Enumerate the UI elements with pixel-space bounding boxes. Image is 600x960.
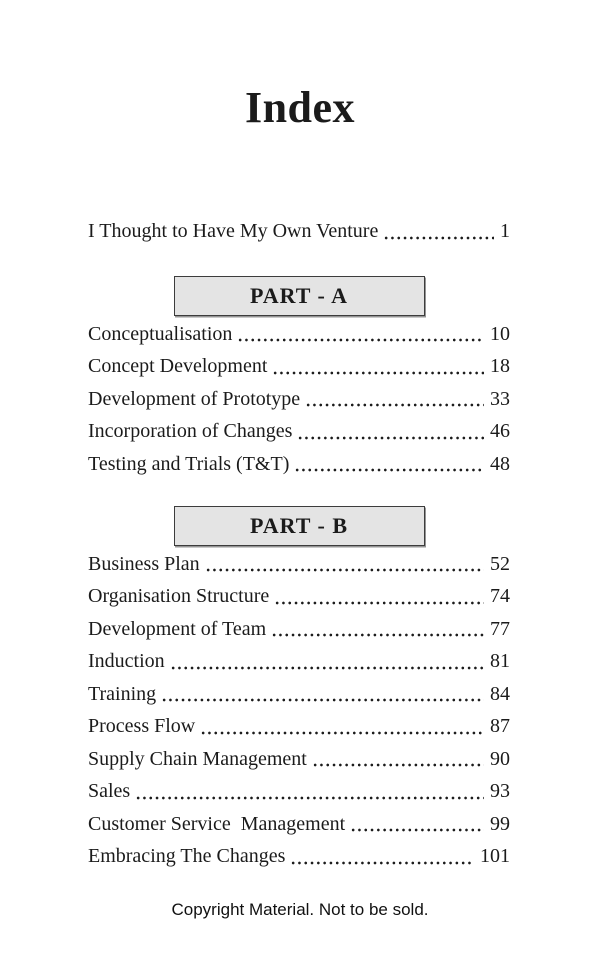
page-title: Index (244, 83, 356, 132)
toc-entry-page-number: 18 (490, 355, 510, 377)
part-a-heading-box (174, 276, 425, 316)
toc-entry[interactable] (88, 350, 510, 383)
toc-entry-page-number: 81 (490, 650, 510, 672)
toc-entry-label: Testing and Trials (T&T) (88, 452, 290, 475)
dot-leader (271, 633, 484, 637)
dot-leader (383, 236, 494, 240)
toc-entry[interactable] (88, 840, 510, 873)
toc-entry[interactable] (88, 710, 510, 743)
toc-entry-label: Development of Team (88, 617, 267, 640)
copyright-notice: Copyright Material. Not to be sold. (171, 899, 429, 919)
toc-entry[interactable] (88, 808, 510, 841)
dot-leader (350, 828, 484, 832)
toc-entry[interactable] (88, 645, 510, 678)
toc-entry-label: Development of Prototype (88, 387, 301, 410)
toc-entry[interactable] (88, 743, 510, 776)
toc-entry-page-number: 77 (490, 617, 510, 640)
toc-entry[interactable] (88, 775, 510, 808)
dot-leader (274, 601, 484, 605)
toc-entry[interactable] (88, 580, 510, 613)
index-page (0, 82, 600, 960)
toc-entry-page-number: 84 (490, 682, 510, 705)
dot-leader (205, 568, 484, 572)
table-of-contents (88, 215, 510, 873)
toc-entry[interactable] (88, 448, 510, 481)
toc-entry-label: Organisation Structure (88, 585, 270, 607)
dot-leader (272, 371, 484, 375)
dot-leader (297, 436, 484, 440)
toc-entry[interactable] (88, 678, 510, 711)
toc-entry-page-number: 93 (490, 780, 510, 802)
toc-entry-label: Conceptualisation (88, 322, 233, 345)
toc-entry-label: Customer Service Management (88, 812, 346, 835)
dot-leader (305, 403, 484, 407)
toc-entry-page-number: 99 (490, 812, 510, 835)
toc-entry-page-number: 74 (490, 585, 510, 607)
dot-leader (294, 468, 484, 472)
dot-leader (200, 731, 484, 735)
toc-entry-label: Training (88, 682, 157, 705)
toc-entry[interactable] (88, 415, 510, 448)
toc-entry-label: Incorporation of Changes (88, 420, 293, 442)
dot-leader (290, 861, 474, 865)
toc-entry-page-number: 52 (490, 552, 510, 575)
toc-entry-page-number: 1 (500, 220, 510, 242)
dot-leader (161, 698, 484, 702)
toc-entry-label: Process Flow (88, 715, 196, 737)
toc-entry-page-number: 87 (490, 715, 510, 737)
dot-leader (135, 796, 484, 800)
toc-entry[interactable] (88, 383, 510, 416)
toc-entry[interactable] (88, 548, 510, 581)
part-a-heading-label: PART - A (249, 282, 349, 308)
toc-entry-page-number: 33 (490, 387, 510, 410)
toc-entry-page-number: 90 (490, 747, 510, 770)
part-b-heading-box (174, 506, 425, 546)
dot-leader (312, 763, 484, 767)
toc-entry-page-number: 46 (490, 420, 510, 442)
toc-entry[interactable] (88, 613, 510, 646)
dot-leader (237, 338, 484, 342)
toc-entry-label: Business Plan (88, 552, 200, 575)
toc-entry-label: Induction (88, 650, 165, 672)
toc-entry-label: Concept Development (88, 355, 268, 377)
toc-entry-label: Embracing The Changes (88, 845, 286, 867)
toc-entry-page-number: 101 (480, 845, 510, 867)
part-b-heading-label: PART - B (249, 512, 349, 538)
dot-leader (170, 666, 484, 670)
toc-entry-label: Sales (88, 780, 131, 802)
toc-entry-label: Supply Chain Management (88, 747, 307, 770)
toc-entry-page-number: 10 (490, 322, 510, 345)
toc-entry-page-number: 48 (490, 452, 510, 475)
toc-entry-label: I Thought to Have My Own Venture (88, 220, 379, 242)
toc-entry[interactable] (88, 215, 510, 248)
toc-entry[interactable] (88, 318, 510, 351)
